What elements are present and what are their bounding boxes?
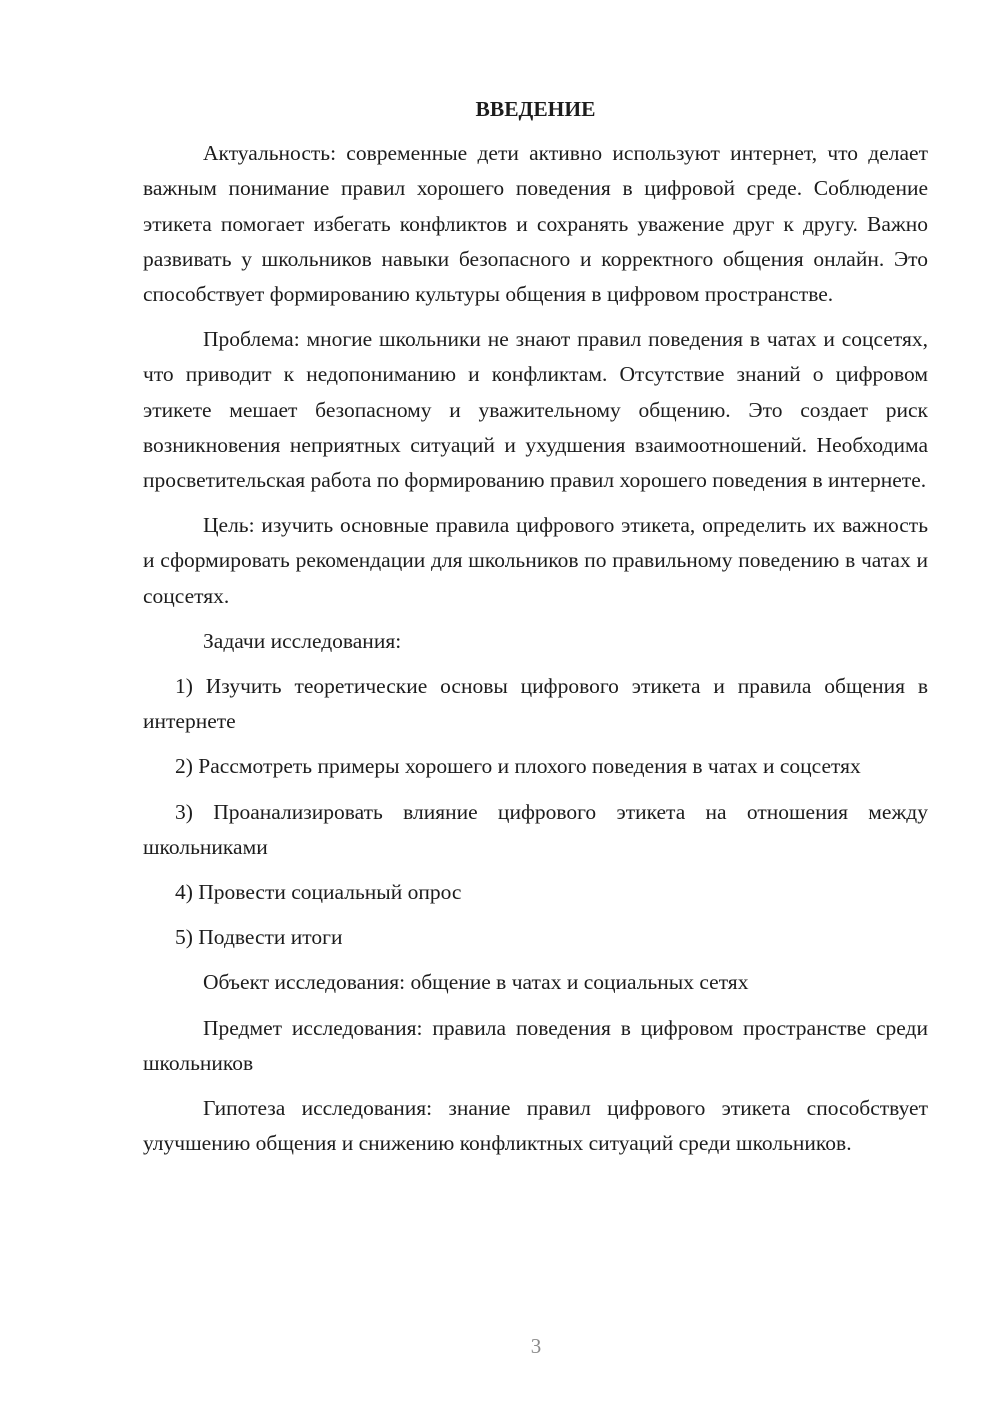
tasks-list [143, 669, 928, 955]
task-item: 5) Подвести итоги [175, 925, 343, 950]
problem-paragraph: Проблема: многие школьники не знают правил поведения в чатах и соцсетях, что приводит к недопониманию и конфликтам. Отсутствие знаний о цифровом этикете мешает безопасному и уважительному общению. Это создает риск возникновения неприятных ситуаций и ухудшения взаимоотношений. Необходима просветительская работа по формированию правил хорошего поведения в интернете. [143, 327, 928, 493]
page-content [143, 92, 928, 1171]
research-subject: Предмет исследования: правила поведения в цифровом пространстве среди школьников [143, 1015, 928, 1075]
research-object: Объект исследования: общение в чатах и социальных сетях [203, 970, 749, 995]
goal-paragraph: Цель: изучить основные правила цифрового этикета, определить их важность и сформировать рекомендации для школьников по правильному поведению в чатах и соцсетях. [143, 513, 928, 608]
page-number: 3 [530, 1334, 542, 1358]
task-item: 3) Проанализировать влияние цифрового этикета на отношения между школьниками [143, 799, 928, 859]
task-item: 4) Провести социальный опрос [175, 880, 462, 905]
page-title: ВВЕДЕНИЕ [475, 97, 596, 121]
tasks-heading: Задачи исследования: [203, 628, 402, 653]
relevance-paragraph: Актуальность: современные дети активно используют интернет, что делает важным понимание правил хорошего поведения в цифровой среде. Соблюдение этикета помогает избегать конфликтов и сохранять уважение друг к другу. Важно развивать у школьников навыки безопасного и корректного общения онлайн. Это способствует формированию культуры общения в цифровом пространстве. [143, 141, 928, 307]
task-item: 2) Рассмотреть примеры хорошего и плохого поведения в чатах и соцсетях [175, 754, 861, 779]
task-item: 1) Изучить теоретические основы цифрового этикета и правила общения в интернете [143, 674, 928, 734]
research-hypothesis: Гипотеза исследования: знание правил цифрового этикета способствует улучшению общения и снижению конфликтных ситуаций среди школьников. [143, 1096, 928, 1156]
